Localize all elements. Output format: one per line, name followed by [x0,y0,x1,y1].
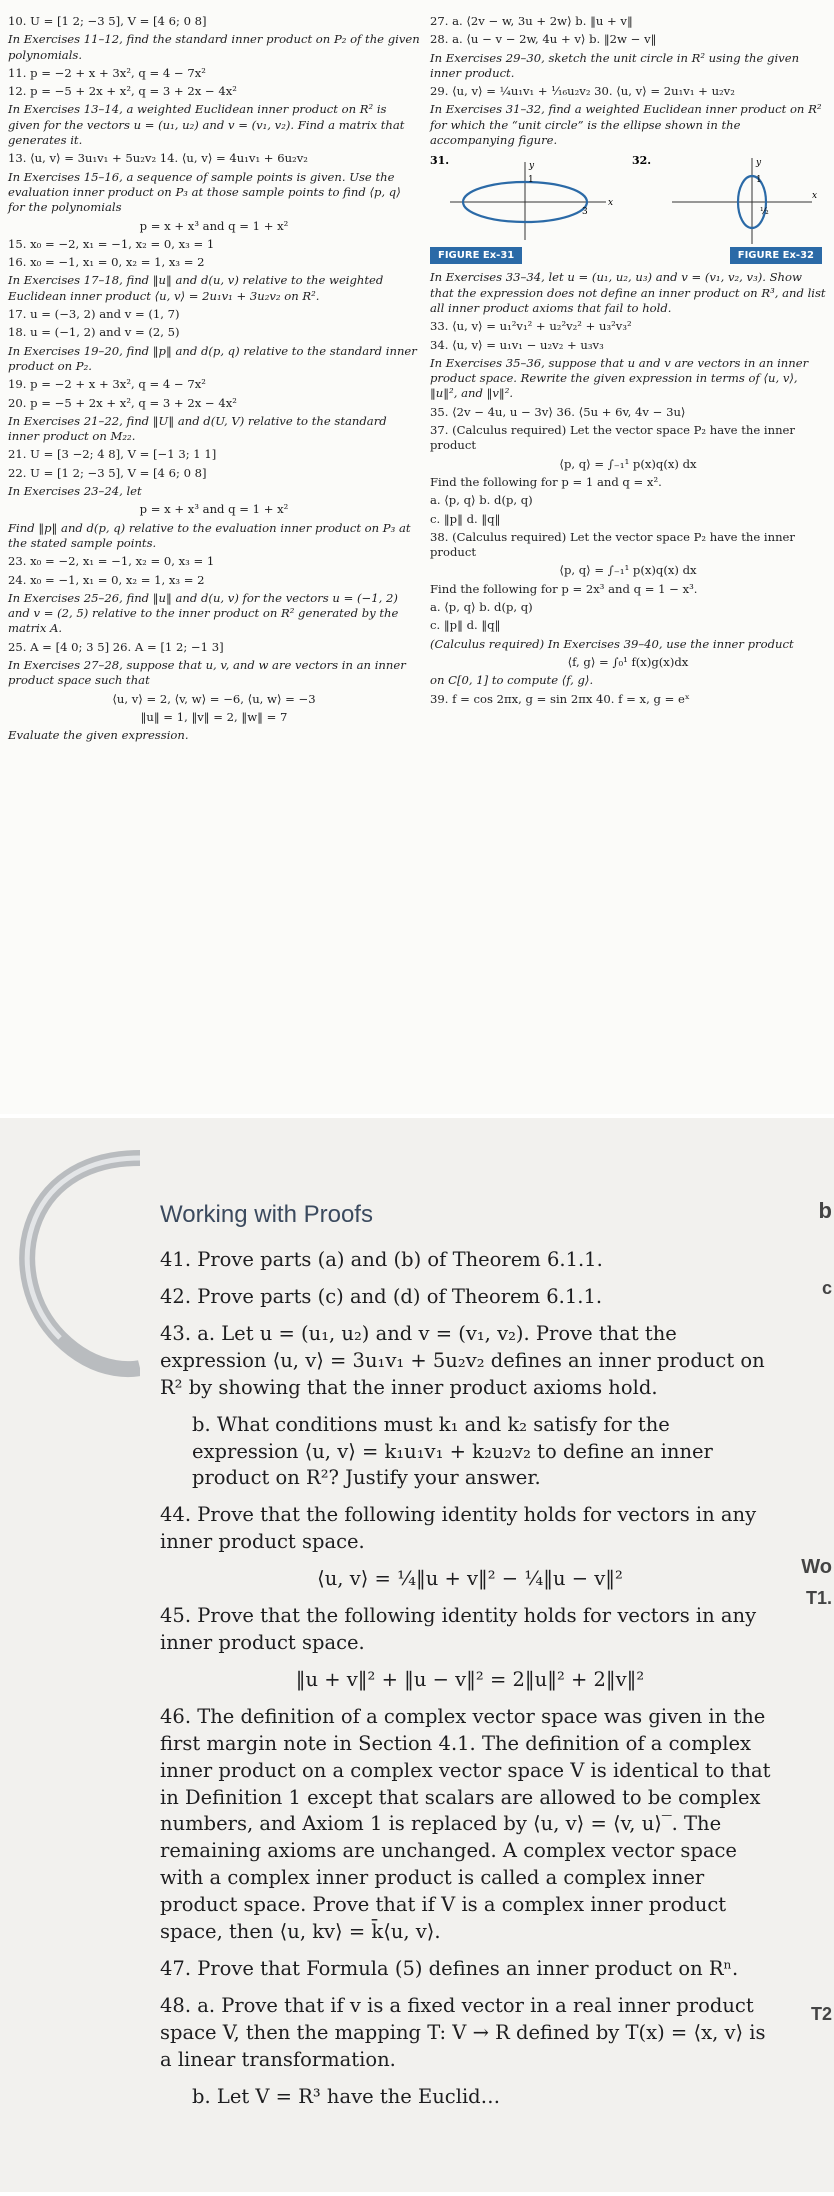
exercise-37-cd: c. ‖p‖ d. ‖q‖ [430,511,501,526]
svg-text:y: y [529,161,535,172]
exercise-22: 22. U = [1 2; −3 5], V = [4 6; 0 8] [8,465,207,480]
exercise-33: 33. ⟨u, v⟩ = u₁²v₁² + u₂²v₂² + u₃²v₃² [430,319,632,334]
instructions-27-28: In Exercises 27–28, suppose that u, v, and w are vectors in an inner product space such that [8,657,406,688]
exercise-11: 11. p = −2 + x + 3x², q = 4 − 7x² [8,65,206,80]
instructions-29-30: In Exercises 29–30, sketch the unit circle in R² using the given inner product. [430,50,800,80]
figures-row [430,152,826,264]
svg-text:x: x [608,198,614,209]
instructions-19-20: In Exercises 19–20, find ‖p‖ and d(p, q) relative to the standard inner product on P₂. [8,343,417,373]
given-values-1: ⟨u, v⟩ = 2, ⟨v, w⟩ = −6, ⟨u, w⟩ = −3 [112,691,316,706]
exercise-38-cd: c. ‖p‖ d. ‖q‖ [430,618,501,633]
exercise-29-30: 29. ⟨u, v⟩ = ¼u₁v₁ + ¹⁄₁₆u₂v₂ 30. ⟨u, v⟩ = 2u₁v₁ + u₂v₂ [430,84,735,99]
identity-45: ‖u + v‖² + ‖u − v‖² = 2‖u‖² + 2‖v‖² [295,1667,645,1691]
exercise-38: 38. (Calculus required) Let the vector space P₂ have the inner product [430,529,795,560]
instructions-21-22: In Exercises 21–22, find ‖U‖ and d(U, V) relative to the standard inner product on M₂₂. [8,413,387,444]
exercise-16: 16. x₀ = −1, x₁ = 0, x₂ = 1, x₃ = 2 [8,255,205,270]
svg-text:1: 1 [528,175,534,186]
exercise-38-find: Find the following for p = 2x³ and q = 1 − x³. [430,581,698,596]
exercise-25-26: 25. A = [4 0; 3 5] 26. A = [1 2; −1 3] [8,639,224,654]
proof-43b: b. What conditions must k₁ and k₂ satisfy for the expression ⟨u, v⟩ = k₁u₁v₁ + k₂u₂v₂ to define an inner product on R²? Justify your answer. [192,1412,713,1490]
binder-ring [0,1118,140,2192]
proof-48a: 48. a. Prove that if v is a fixed vector in a real inner product space V, then the mapping T: V → R defined by T(x) = ⟨x, v⟩ is a linear transformation. [160,1993,766,2071]
instructions-13-14: In Exercises 13–14, a weighted Euclidean inner product on R² is given for the vectors u = (u₁, u₂) and v = (v₁, v₂). Find a matrix that generates it. [8,102,405,148]
exercise-37-ab: a. ⟨p, q⟩ b. d(p, q) [430,493,533,508]
textbook-page-proofs [0,1118,834,2192]
exercise-27: 27. a. ⟨2v − w, 3u + 2w⟩ b. ‖u + v‖ [430,14,633,28]
proof-46: 46. The definition of a complex vector space was given in the first margin note in Section 4.1. The definition of a complex inner product on a complex vector space V is identical to that in Definition 1 except that scalars are allowed to be complex numbers, and Axiom 1 is replaced by ⟨u, v⟩ = ⟨v, u⟩‾. The remaining axioms are unchanged. A complex vector space with a complex inner product is called a complex inner product space. Prove that if V is a complex inner product space, then ⟨u, kv⟩ = k̄⟨u, v⟩. [160,1704,771,1944]
edge-text-wo: Wo [801,1556,832,1578]
instructions-23-24-b: Find ‖p‖ and d(p, q) relative to the evaluation inner product on P₃ at the stated sample points. [8,520,411,550]
right-column [430,14,826,710]
exercise-37: 37. (Calculus required) Let the vector space P₂ have the inner product [430,423,795,453]
proof-47: 47. Prove that Formula (5) defines an inner product on Rⁿ. [160,1956,739,1980]
edge-text-t2: T2 [810,2004,832,2024]
instructions-17-18: In Exercises 17–18, find ‖u‖ and d(u, v) relative to the weighted Euclidean inner product ⟨u, v⟩ = 2u₁v₁ + 3u₂v₂ on R². [8,273,384,303]
exercise-19: 19. p = −2 + x + 3x², q = 4 − 7x² [8,377,206,392]
section-heading: Working with Proofs [160,1201,373,1228]
exercise-35-36: 35. ⟨2v − 4u, u − 3v⟩ 36. ⟨5u + 6v, 4v − 3u⟩ [430,404,686,419]
figure-31-caption: FIGURE Ex-31 [430,247,522,264]
instructions-23-24: In Exercises 23–24, let [8,484,142,499]
instructions-33-34: In Exercises 33–34, let u = (u₁, u₂, u₃) and v = (v₁, v₂, v₃). Show that the expression does not define an inner product on R³, and list all inner product axioms that fail to hold. [430,270,826,315]
exercise-17: 17. u = (−3, 2) and v = (1, 7) [8,307,180,322]
exercise-39-40: 39. f = cos 2πx, g = sin 2πx 40. f = x, g = eˣ [430,691,690,706]
exercise-13-14: 13. ⟨u, v⟩ = 3u₁v₁ + 5u₂v₂ 14. ⟨u, v⟩ = 4u₁v₁ + 6u₂v₂ [8,151,308,166]
figure-32-caption: FIGURE Ex-32 [730,247,822,264]
polynomials-display-2: p = x + x³ and q = 1 + x² [139,502,289,517]
proof-45: 45. Prove that the following identity holds for vectors in any inner product space. [160,1604,757,1654]
identity-44: ⟨u, v⟩ = ¼‖u + v‖² − ¼‖u − v‖² [317,1567,623,1591]
integral-38: ⟨p, q⟩ = ∫₋₁¹ p(x)q(x) dx [559,563,697,578]
figure-ex-31 [430,152,620,264]
figure-31-number: 31. [430,154,450,168]
edge-letter-c: c [821,1278,832,1298]
proof-48b: b. Let V = R³ have the Euclid… [192,2084,501,2108]
exercise-12: 12. p = −5 + 2x + x², q = 3 + 2x − 4x² [8,84,237,99]
exercise-23: 23. x₀ = −2, x₁ = −1, x₂ = 0, x₃ = 1 [8,554,215,569]
exercise-38-ab: a. ⟨p, q⟩ b. d(p, q) [430,600,533,615]
proof-41: 41. Prove parts (a) and (b) of Theorem 6.1.1. [160,1248,603,1272]
exercise-15: 15. x₀ = −2, x₁ = −1, x₂ = 0, x₃ = 1 [8,236,215,251]
integral-39-40: ⟨f, g⟩ = ∫₀¹ f(x)g(x)dx [567,654,689,669]
svg-text:x: x [812,191,818,202]
svg-text:3: 3 [582,207,588,218]
exercise-34: 34. ⟨u, v⟩ = u₁v₁ − u₂v₂ + u₃v₃ [430,337,604,352]
figure-32-number: 32. [632,154,652,168]
polynomials-display: p = x + x³ and q = 1 + x² [139,218,289,233]
proofs-content [160,1198,780,2120]
given-values-2: ‖u‖ = 1, ‖v‖ = 2, ‖w‖ = 7 [140,709,288,724]
instructions-11-12: In Exercises 11–12, find the standard inner product on P₂ of the given polynomials. [8,32,420,62]
proof-43a: 43. a. Let u = (u₁, u₂) and v = (v₁, v₂). Prove that the expression ⟨u, v⟩ = 3u₁v₁ + 5u₂v₂ defines an inner product on R² by showing that the inner product axioms hold. [160,1321,765,1399]
exercise-37-find: Find the following for p = 1 and q = x². [430,474,662,489]
integral-37: ⟨p, q⟩ = ∫₋₁¹ p(x)q(x) dx [559,456,697,471]
proof-42: 42. Prove parts (c) and (d) of Theorem 6.1.1. [160,1285,603,1309]
instructions-31-32: In Exercises 31–32, find a weighted Euclidean inner product on R² for which the “unit circle” is the ellipse shown in the accompanying figure. [430,102,822,148]
evaluate-instruction: Evaluate the given expression. [8,728,189,743]
instructions-35-36: In Exercises 35–36, suppose that u and v are vectors in an inner product space. Rewrite the given expression in terms of ⟨u, v⟩, ‖u‖², and ‖v‖². [430,355,809,401]
exercise-18: 18. u = (−1, 2) and v = (2, 5) [8,325,180,340]
svg-text:½: ½ [760,207,769,218]
figure-ex-32 [632,152,822,264]
edge-letter-b: b [818,1198,832,1223]
instructions-15-16: In Exercises 15–16, a sequence of sample points is given. Use the evaluation inner product on P₃ at those sample points to find ⟨p, q⟩ for the polynomials [8,169,401,215]
svg-text:y: y [756,158,762,169]
left-column [8,14,420,746]
compute-instruction: on C[0, 1] to compute ⟨f, g⟩. [430,673,594,688]
proof-44: 44. Prove that the following identity holds for vectors in any inner product space. [160,1503,757,1554]
svg-text:1: 1 [756,175,762,186]
instructions-39-40: (Calculus required) In Exercises 39–40, use the inner product [430,636,794,651]
exercise-21: 21. U = [3 −2; 4 8], V = [−1 3; 1 1] [8,447,217,462]
exercise-20: 20. p = −5 + 2x + x², q = 3 + 2x − 4x² [8,395,237,410]
instructions-25-26: In Exercises 25–26, find ‖u‖ and d(u, v) for the vectors u = (−1, 2) and v = (2, 5) relative to the inner product on R² generated by the matrix A. [8,590,399,636]
exercise-10: 10. U = [1 2; −3 5], V = [4 6; 0 8] [8,14,207,28]
exercise-28: 28. a. ⟨u − v − 2w, 4u + v⟩ b. ‖2w − v‖ [430,32,657,47]
exercise-24: 24. x₀ = −1, x₁ = 0, x₂ = 1, x₃ = 2 [8,572,205,587]
edge-text-t1: T1. [805,1588,832,1608]
